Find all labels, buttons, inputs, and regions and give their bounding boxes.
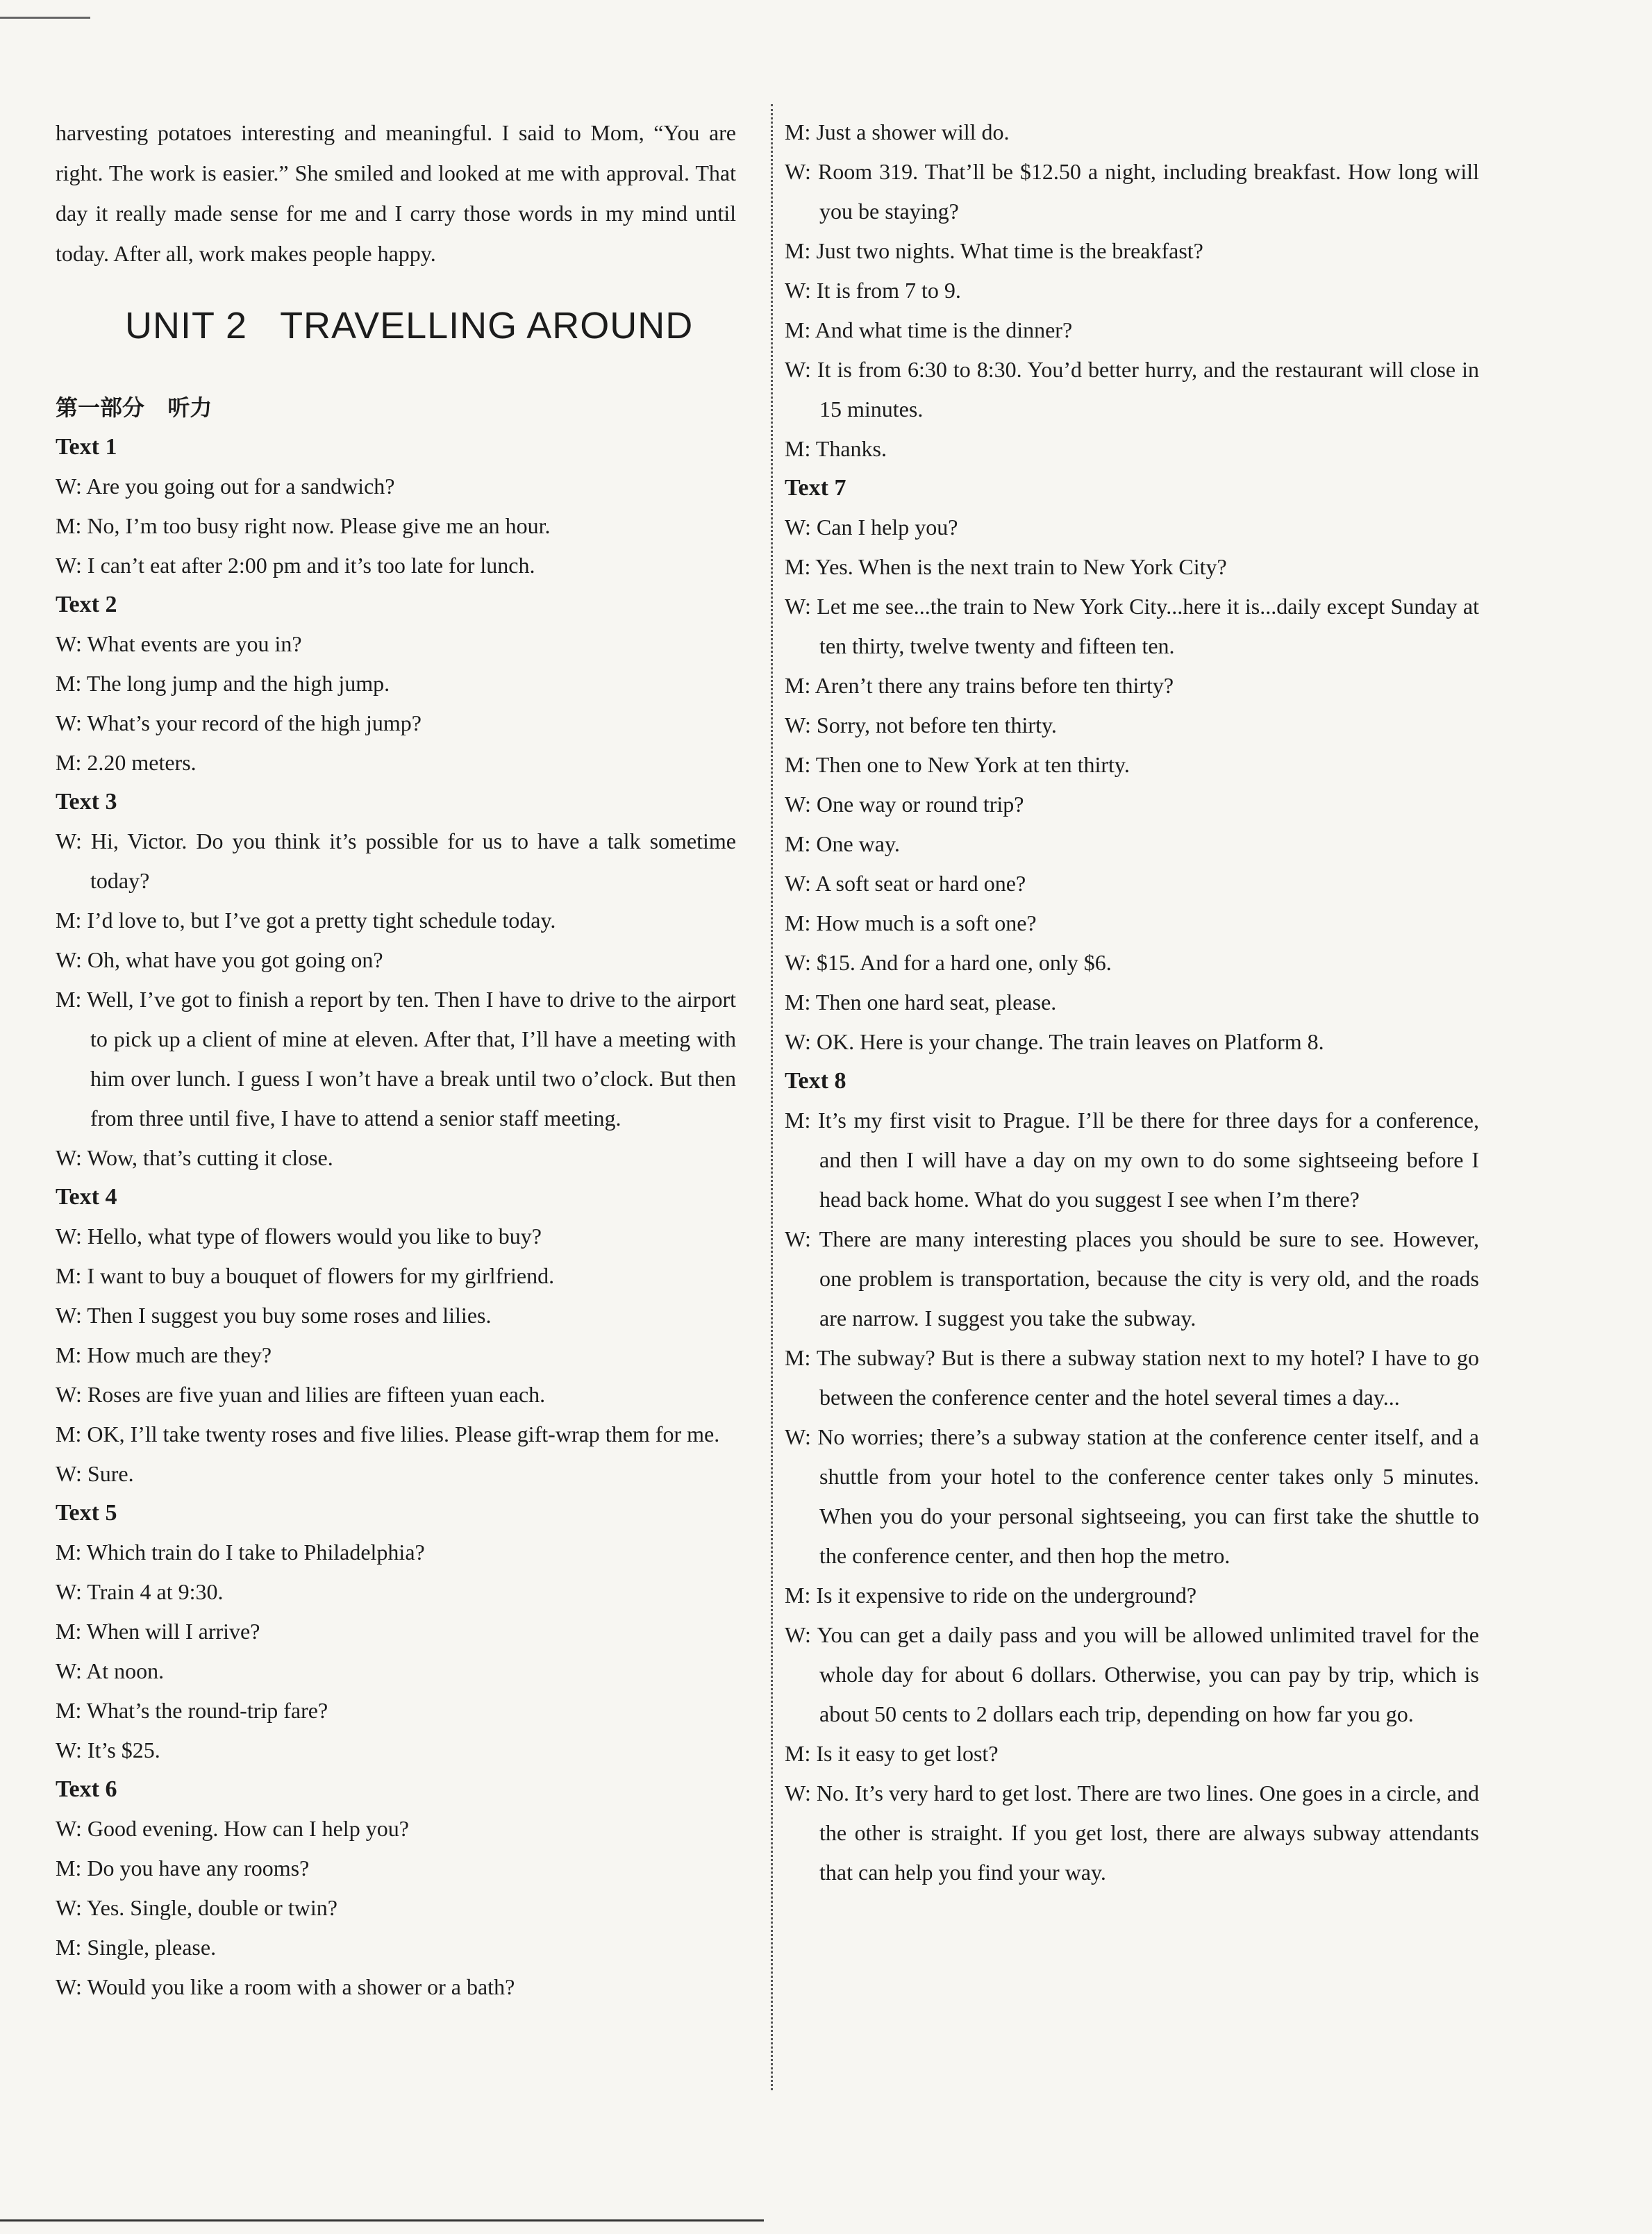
- dialogue-line: W: Would you like a room with a shower or a bath?: [56, 1974, 515, 1999]
- text-heading: Text 3: [56, 789, 117, 815]
- dialogue-line: M: Thanks.: [785, 436, 887, 461]
- dialogue-line: M: I’d love to, but I’ve got a pretty tight schedule today.: [56, 908, 556, 933]
- dialogue-line: M: How much are they?: [56, 1342, 272, 1367]
- dialogue-line: W: Sure.: [56, 1461, 134, 1486]
- dialogue-line: M: Then one hard seat, please.: [785, 990, 1057, 1015]
- dialogue-line: W: No worries; there’s a subway station at the conference center itself, and a shuttle from your hotel to the conference center takes only 5 minutes. When you do your personal sightseeing, you can first take the shuttle to the conference center, and then hop the metro.: [785, 1424, 1479, 1568]
- left-transcript: [56, 428, 736, 2007]
- text-heading: Text 6: [56, 1776, 117, 1802]
- dialogue-line: W: Yes. Single, double or twin?: [56, 1895, 337, 1920]
- text-heading: Text 2: [56, 592, 117, 617]
- dialogue-line: W: Sorry, not before ten thirty.: [785, 712, 1057, 737]
- dialogue-line: W: There are many interesting places you should be sure to see. However, one problem is transportation, because the city is very old, and the roads are narrow. I suggest you take the subway.: [785, 1226, 1479, 1331]
- dialogue-line: M: Just two nights. What time is the breakfast?: [785, 238, 1203, 263]
- dialogue-line: M: What’s the round-trip fare?: [56, 1698, 328, 1723]
- section-title: 第一部分 听力: [56, 394, 212, 421]
- dialogue-line: M: Is it easy to get lost?: [785, 1741, 999, 1766]
- intro-paragraph: harvesting potatoes interesting and meaningful. I said to Mom, “You are right. The work is easier.” She smiled and looked at me with approval. That day it really made sense for me and I carry those words in my mind until today. After all, work makes people happy.: [56, 120, 736, 266]
- dialogue-line: W: Oh, what have you got going on?: [56, 947, 383, 972]
- dialogue-line: W: You can get a daily pass and you will be allowed unlimited travel for the whole day for about 6 dollars. Otherwise, you can pay by trip, which is about 50 cents to 2 dollars each trip, depending on how far you go.: [785, 1622, 1479, 1726]
- text-heading: Text 5: [56, 1500, 117, 1526]
- dialogue-line: M: Yes. When is the next train to New York City?: [785, 554, 1227, 579]
- text-heading: Text 1: [56, 434, 117, 460]
- right-column: [785, 112, 1479, 1892]
- dialogue-line: M: When will I arrive?: [56, 1619, 260, 1644]
- dialogue-line: W: Wow, that’s cutting it close.: [56, 1145, 333, 1170]
- bottom-rule: [0, 2219, 764, 2222]
- dialogue-line: M: Just a shower will do.: [785, 119, 1010, 144]
- dialogue-line: M: I want to buy a bouquet of flowers for my girlfriend.: [56, 1263, 555, 1288]
- dialogue-line: W: Can I help you?: [785, 515, 958, 540]
- dialogue-line: W: OK. Here is your change. The train leaves on Platform 8.: [785, 1029, 1324, 1054]
- text-heading: Text 8: [785, 1068, 846, 1094]
- right-transcript: [785, 112, 1479, 1892]
- dialogue-line: W: It is from 7 to 9.: [785, 278, 961, 303]
- dialogue-line: M: It’s my first visit to Prague. I’ll be there for three days for a conference, and then I will have a day on my own to do some sightseeing before I head back home. What do you suggest I see when I’m there?: [785, 1108, 1479, 1212]
- dialogue-line: W: Then I suggest you buy some roses and lilies.: [56, 1303, 492, 1328]
- dialogue-line: W: At noon.: [56, 1658, 165, 1683]
- unit-title: UNIT 2 TRAVELLING AROUND: [125, 305, 694, 347]
- dialogue-line: W: A soft seat or hard one?: [785, 871, 1026, 896]
- dialogue-line: M: Is it expensive to ride on the underground?: [785, 1583, 1197, 1608]
- dialogue-line: M: Single, please.: [56, 1935, 217, 1960]
- text-heading: Text 4: [56, 1184, 117, 1210]
- dialogue-line: W: Room 319. That’ll be $12.50 a night, including breakfast. How long will you be staying?: [785, 159, 1479, 224]
- text-heading: Text 7: [785, 475, 846, 501]
- left-column: [56, 112, 736, 2007]
- dialogue-line: W: No. It’s very hard to get lost. There are two lines. One goes in a circle, and the other is straight. If you get lost, there are always subway attendants that can help you find your way.: [785, 1781, 1479, 1885]
- dialogue-line: W: Are you going out for a sandwich?: [56, 474, 395, 499]
- dialogue-line: M: No, I’m too busy right now. Please give me an hour.: [56, 513, 551, 538]
- dialogue-line: W: Roses are five yuan and lilies are fifteen yuan each.: [56, 1382, 546, 1407]
- dialogue-line: W: Hi, Victor. Do you think it’s possible for us to have a talk sometime today?: [56, 828, 736, 893]
- dialogue-line: M: Which train do I take to Philadelphia?: [56, 1540, 425, 1565]
- dialogue-line: M: Do you have any rooms?: [56, 1856, 310, 1881]
- dialogue-line: M: Aren’t there any trains before ten thirty?: [785, 673, 1174, 698]
- dialogue-line: M: And what time is the dinner?: [785, 317, 1073, 342]
- dialogue-line: M: The long jump and the high jump.: [56, 671, 390, 696]
- dialogue-line: W: Train 4 at 9:30.: [56, 1579, 224, 1604]
- dialogue-line: W: Good evening. How can I help you?: [56, 1816, 409, 1841]
- top-rule: [0, 17, 90, 19]
- dialogue-line: M: Then one to New York at ten thirty.: [785, 752, 1130, 777]
- dialogue-line: W: It’s $25.: [56, 1737, 160, 1762]
- column-divider: [771, 104, 773, 2090]
- dialogue-line: W: Let me see...the train to New York City...here it is...daily except Sunday at ten thirty, twelve twenty and fifteen ten.: [785, 594, 1479, 658]
- dialogue-line: W: What’s your record of the high jump?: [56, 710, 422, 735]
- dialogue-line: M: Well, I’ve got to finish a report by ten. Then I have to drive to the airport to pick up a client of mine at eleven. After that, I’ll have a meeting with him over lunch. I guess I won’t have a break until two o’clock. But then from three until five, I have to attend a senior staff meeting.: [56, 987, 736, 1131]
- dialogue-line: M: OK, I’ll take twenty roses and five lilies. Please gift-wrap them for me.: [56, 1422, 720, 1447]
- dialogue-line: W: I can’t eat after 2:00 pm and it’s too late for lunch.: [56, 553, 535, 578]
- dialogue-line: W: What events are you in?: [56, 631, 302, 656]
- dialogue-line: W: $15. And for a hard one, only $6.: [785, 950, 1112, 975]
- dialogue-line: W: One way or round trip?: [785, 792, 1024, 817]
- dialogue-line: M: How much is a soft one?: [785, 910, 1037, 935]
- dialogue-line: W: Hello, what type of flowers would you like to buy?: [56, 1224, 542, 1249]
- dialogue-line: M: One way.: [785, 831, 900, 856]
- dialogue-line: M: 2.20 meters.: [56, 750, 197, 775]
- dialogue-line: W: It is from 6:30 to 8:30. You’d better hurry, and the restaurant will close in 15 minutes.: [785, 357, 1479, 422]
- dialogue-line: M: The subway? But is there a subway station next to my hotel? I have to go between the conference center and the hotel several times a day...: [785, 1345, 1479, 1410]
